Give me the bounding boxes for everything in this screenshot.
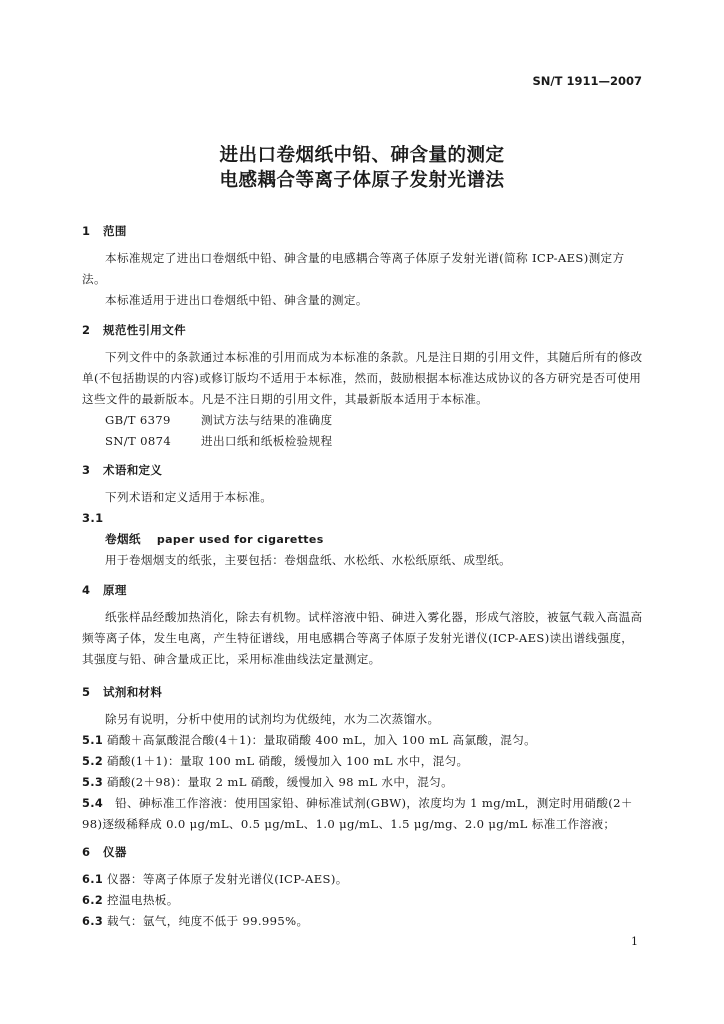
item-text: 控温电热板。 [107,893,179,907]
section-terms-definitions [82,460,643,571]
item-text: 载气：氩气，纯度不低于 99.995%。 [107,914,309,928]
section-number: 2 [82,323,91,337]
item-text: 仪器：等离子体原子发射光谱仪(ICP-AES)。 [107,872,348,886]
section-heading [82,460,643,481]
section-number: 3 [82,463,91,477]
reagent-item [82,793,643,835]
section-number: 1 [82,224,91,238]
section-heading [82,580,643,601]
reference-item [82,410,643,431]
section-principle [82,580,643,670]
document-title-line2: 电感耦合等离子体原子发射光谱法 [219,170,505,191]
paragraph: 纸张样品经酸加热消化，除去有机物。试样溶液中铅、砷进入雾化器，形成气溶胶，被氩气载入高温高频等离子体，发生电离，产生特征谱线，用电感耦合等离子体原子发射光谱仪(ICP-AES)读出谱线强度，其强度与铅、砷含量成正比，采用标准曲线法定量测定。 [82,610,643,666]
reagent-item [82,730,643,751]
section-title: 仪器 [103,845,127,859]
reference-title: 进出口纸和纸板检验规程 [201,434,333,448]
reagent-item [82,772,643,793]
section-title: 范围 [103,224,127,238]
section-reagents [82,682,643,835]
apparatus-item [82,890,643,911]
paragraph: 本标准适用于进出口卷烟纸中铅、砷含量的测定。 [105,293,368,307]
section-heading [82,320,643,341]
apparatus-item [82,911,643,932]
paragraph: 除另有说明，分析中使用的试剂均为优级纯，水为二次蒸馏水。 [105,712,440,726]
item-number: 5.1 [82,734,104,747]
section-number: 5 [82,685,91,699]
reference-code: SN/T 0874 [105,434,172,448]
item-number: 6.2 [82,894,104,907]
section-title: 原理 [103,583,127,597]
item-text: 硝酸＋高氯酸混合酸(4＋1)：量取硝酸 400 mL，加入 100 mL 高氯酸，混匀。 [107,733,537,747]
paragraph: 下列术语和定义适用于本标准。 [105,490,273,504]
reagent-item [82,751,643,772]
section-apparatus [82,842,643,932]
item-number: 5.2 [82,755,104,768]
section-normative-references [82,320,643,452]
item-number: 5.3 [82,776,104,789]
term-chinese: 卷烟纸 [105,532,141,546]
item-text: 硝酸(2＋98)：量取 2 mL 硝酸，缓慢加入 98 mL 水中，混匀。 [107,775,454,789]
reference-code: GB/T 6379 [105,413,171,427]
section-heading [82,221,643,242]
item-text: 硝酸(1＋1)：量取 100 mL 硝酸，缓慢加入 100 mL 水中，混匀。 [107,754,469,768]
term-entry [82,529,643,550]
reference-title: 测试方法与结果的准确度 [201,413,333,427]
section-number: 6 [82,845,91,859]
apparatus-item [82,869,643,890]
section-title: 试剂和材料 [103,685,163,699]
item-number: 5.4 [82,797,104,810]
section-title: 规范性引用文件 [103,323,186,337]
reference-item [82,431,643,452]
section-number: 4 [82,583,91,597]
section-scope [82,221,643,311]
standard-code: SN/T 1911—2007 [532,74,642,88]
term-definition: 用于卷烟烟支的纸张，主要包括：卷烟盘纸、水松纸、水松纸原纸、成型纸。 [105,553,512,567]
section-heading [82,682,643,703]
section-heading [82,842,643,863]
term-english: paper used for cigarettes [156,533,324,546]
item-number: 6.1 [82,873,104,886]
item-number: 6.3 [82,915,104,928]
subclause-number: 3.1 [82,511,104,525]
section-title: 术语和定义 [103,463,163,477]
item-text: 铅、砷标准工作溶液：使用国家铅、砷标准试剂(GBW)，浓度均为 1 mg/mL，测定时用硝酸(2＋98)逐级稀释成 0.0 μg/mL、0.5 μg/mL、1.0 μg/mL、1.5 μg/mg、2.0 μg/mL 标准工作溶液； [82,796,633,831]
page-number: 1 [631,935,638,948]
paragraph: 本标准规定了进出口卷烟纸中铅、砷含量的电感耦合等离子体原子发射光谱(简称 ICP-AES)测定方法。 [82,251,625,286]
document-title-line1: 进出口卷烟纸中铅、砷含量的测定 [219,145,505,166]
paragraph: 下列文件中的条款通过本标准的引用而成为本标准的条款。凡是注日期的引用文件，其随后所有的修改单(不包括勘误的内容)或修订版均不适用于本标准，然而，鼓励根据本标准达成协议的各方研究是否可使用这些文件的最新版本。凡是不注日期的引用文件，其最新版本适用于本标准。 [82,350,643,406]
